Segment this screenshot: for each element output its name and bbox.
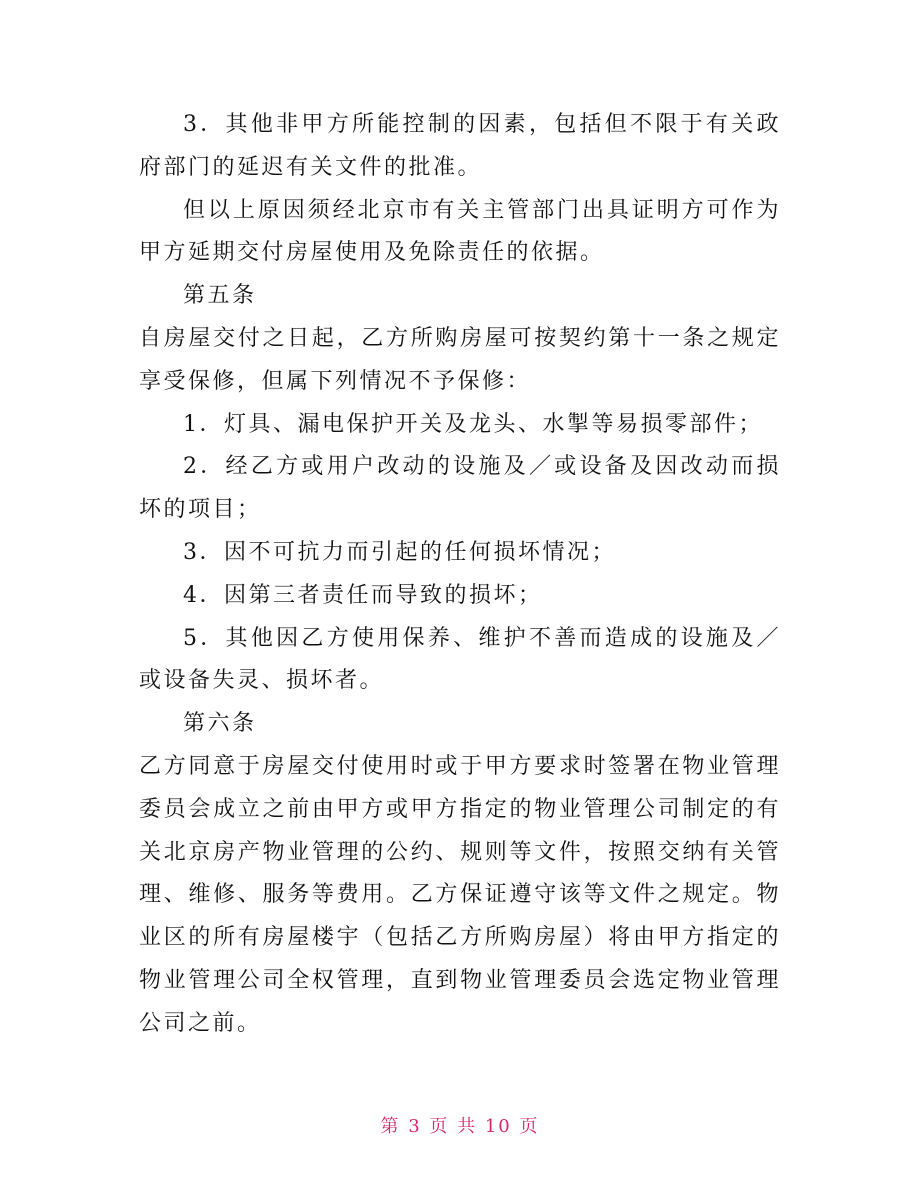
article-heading-6: 第六条 xyxy=(183,711,257,737)
page-number-footer: 第 3 页 共 10 页 xyxy=(380,1116,540,1137)
paragraph-property-management: 乙方同意于房屋交付使用时或于甲方要求时签署在物业管理委员会成立之前由甲方或甲方指定的物业管理公司制定的有关北京房产物业管理的公约、规则等文件，按照交纳有关管理、维修、服务等费用。乙方保证遵守该等文件之规定。物业区的所有房屋楼宇（包括乙方所购房屋）将由甲方指定的物业管理公司全权管理，直到物业管理委员会选定物业管理公司之前。 xyxy=(139,753,781,1036)
list-item-warranty-exclusion-5: 5．其他因乙方使用保养、维护不善而造成的设施及／或设备失灵、损坏者。 xyxy=(139,625,781,694)
list-item-warranty-exclusion-4: 4．因第三者责任而导致的损坏； xyxy=(183,582,543,608)
list-item-warranty-exclusion-2: 2．经乙方或用户改动的设施及／或设备及因改动而损坏的项目； xyxy=(139,454,781,523)
paragraph-proof-requirement: 但以上原因须经北京市有关主管部门出具证明方可作为甲方延期交付房屋使用及免除责任的依据。 xyxy=(139,197,781,266)
paragraph-force-majeure-item-3: 3．其他非甲方所能控制的因素，包括但不限于有关政府部门的延迟有关文件的批准。 xyxy=(139,112,781,180)
article-heading-5: 第五条 xyxy=(183,283,257,309)
list-item-warranty-exclusion-1: 1．灯具、漏电保护开关及龙头、水掣等易损零部件； xyxy=(183,411,763,437)
document-body xyxy=(139,104,781,1046)
paragraph-warranty-intro: 自房屋交付之日起，乙方所购房屋可按契约第十一条之规定享受保修，但属下列情况不予保修： xyxy=(139,325,781,394)
list-item-warranty-exclusion-3: 3．因不可抗力而引起的任何损坏情况； xyxy=(183,539,616,565)
